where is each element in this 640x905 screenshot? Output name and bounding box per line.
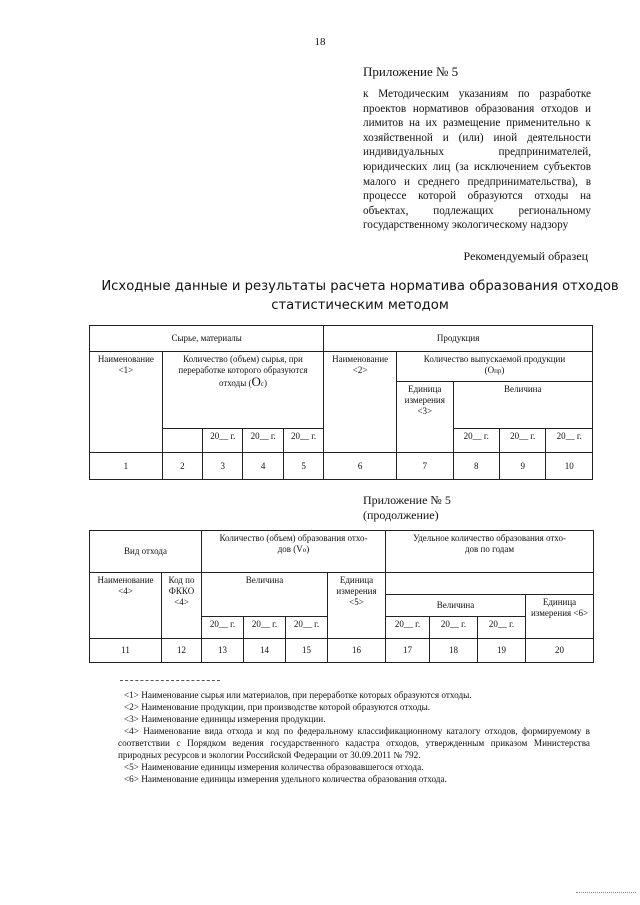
raw-materials-products-table: [89, 325, 593, 480]
year-cell: 20__ г.: [244, 617, 286, 639]
footnote: <5> Наименование единицы измерения количества образовавшегося отхода.: [124, 762, 424, 772]
column-number: 12: [162, 639, 202, 663]
year-cell: 20__ г.: [453, 429, 499, 453]
header-waste-name: Наименование <4>: [90, 573, 162, 639]
scan-mark: [576, 892, 636, 893]
column-number: 17: [386, 639, 430, 663]
year-cell: 20__ г.: [283, 429, 323, 453]
header-waste-type: Вид отхода: [90, 531, 202, 573]
year-cell: 20__ г.: [286, 617, 328, 639]
year-cell: 20__ г.: [202, 617, 244, 639]
column-number: 2: [162, 453, 202, 480]
column-number: 19: [478, 639, 526, 663]
column-number: 15: [286, 639, 328, 663]
year-cell: 20__ г.: [243, 429, 283, 453]
column-number: 10: [546, 453, 593, 480]
header-raw-materials: Сырье, материалы: [90, 326, 324, 352]
year-cell: 20__ г.: [430, 617, 478, 639]
year-cell: 20__ г.: [499, 429, 545, 453]
header-waste-quantity: Количество (объем) образования отхо- дов (Vo): [202, 531, 386, 573]
column-number: 5: [283, 453, 323, 480]
waste-quantity-table: [89, 530, 594, 663]
column-number: 4: [243, 453, 283, 480]
footnote-separator: [120, 680, 220, 681]
recommended-sample-label: Рекомендуемый образец: [463, 249, 588, 263]
header-product-unit: Единица измерения <3>: [396, 382, 453, 453]
year-cell: 20__ г.: [546, 429, 593, 453]
header-product-quantity: Количество выпускаемой продукции (Oпр): [396, 352, 592, 382]
header-waste-unit: Единица измерения <5>: [328, 573, 386, 639]
footnote: <2> Наименование продукции, при производстве которой образуются отходы.: [124, 702, 431, 712]
header-specific-value: Величина: [386, 595, 526, 617]
header-product-name: Наименование <2>: [324, 352, 397, 453]
header-waste-value: Величина: [202, 573, 328, 617]
footnote: <6> Наименование единицы измерения удельного количества образования отхода.: [124, 774, 447, 784]
header-specific-quantity: Удельное количество образования отхо- дов по годам: [386, 531, 594, 573]
column-number: 9: [499, 453, 545, 480]
column-number: 3: [203, 453, 243, 480]
column-number: 18: [430, 639, 478, 663]
footnote: <4> Наименование вида отхода и код по федеральному классификационному каталогу отходов, формируемому в соответствии с Порядком ведения государственного кадастра отходов, утвержденным приказом Министерства природных ресурсов и экологии Российской Федерации от 30.09.2011 № 792.: [118, 726, 590, 760]
column-number: 13: [202, 639, 244, 663]
header-raw-name: Наименование <1>: [90, 352, 163, 453]
column-number: 20: [526, 639, 594, 663]
header-products: Продукция: [324, 326, 593, 352]
year-cell: 20__ г.: [203, 429, 243, 453]
column-number: 7: [396, 453, 453, 480]
header-raw-quantity: Количество (объем) сырья, при переработке которого образуются отходы (Oc): [162, 352, 324, 429]
header-specific-unit: Единица измерения <6>: [526, 595, 594, 639]
appendix-continuation-title: Приложение № 5 (продолжение): [363, 493, 451, 522]
column-number: 11: [90, 639, 162, 663]
appendix-reference-text: к Методическим указаниям по разработке проектов нормативов образования отходов и лимитов на их размещение применительно к хозяйственной и (или) иной деятельности индивидуальных предпринимателей, юридических лиц (за исключением субъектов малого и среднего предпринимательства), в процессе которой образуются отходы на объектах, подлежащих региональному государственному экологическому надзору: [363, 88, 591, 232]
footnote: <3> Наименование единицы измерения продукции.: [124, 714, 326, 724]
header-product-value: Величина: [453, 382, 592, 429]
column-number: 14: [244, 639, 286, 663]
document-title: Исходные данные и результаты расчета норматива образования отходов статистическим методом: [101, 279, 619, 313]
footnote: <1> Наименование сырья или материалов, при переработке которых образуются отходы.: [124, 690, 472, 700]
page-number: 18: [314, 36, 326, 48]
column-number: 1: [90, 453, 163, 480]
column-number: 8: [453, 453, 499, 480]
appendix-title: Приложение № 5: [363, 64, 459, 79]
column-number: 16: [328, 639, 386, 663]
column-number: 6: [324, 453, 397, 480]
year-cell: 20__ г.: [478, 617, 526, 639]
footnotes: [118, 689, 590, 785]
header-fkko-code: Код по ФККО <4>: [162, 573, 202, 639]
year-cell: 20__ г.: [386, 617, 430, 639]
